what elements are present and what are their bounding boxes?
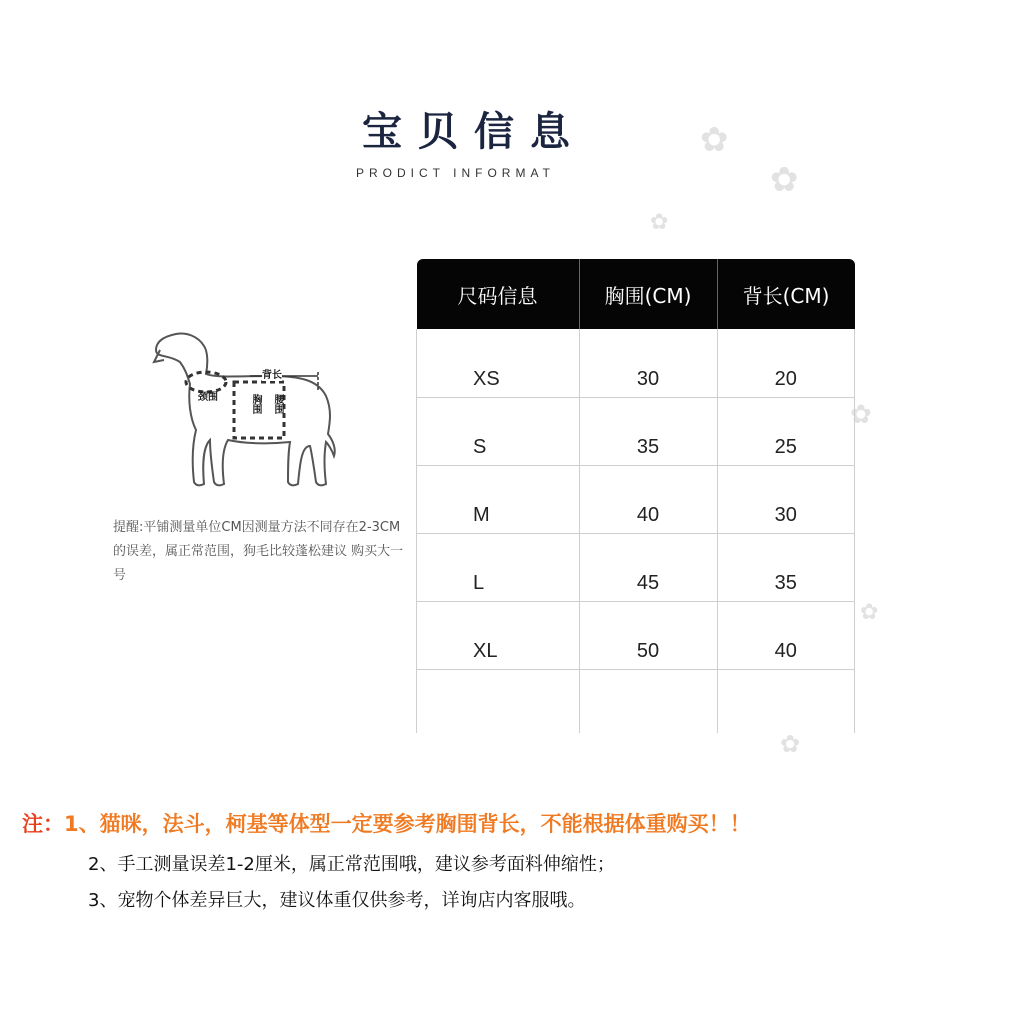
table-row <box>417 601 855 669</box>
notice-text-1: 1、猫咪，法斗，柯基等体型一定要参考胸围背长，不能根据体重购买！！ <box>64 812 751 836</box>
size-chart-table <box>416 259 855 733</box>
notice-lead: 注： <box>22 812 64 836</box>
chest-label: 胸围 <box>250 394 261 414</box>
paw-decoration-icon: ✿ <box>650 210 669 235</box>
paw-decoration-icon: ✿ <box>770 160 799 200</box>
page-subtitle: PRODICT INFORMAT <box>356 166 555 180</box>
notice-line-3: 3、宠物个体差异巨大，建议体重仅供参考，详询店内客服哦。 <box>88 890 586 911</box>
column-header: 背长(CM) <box>717 259 855 329</box>
chest-cell: 40 <box>579 465 717 533</box>
table-row <box>417 329 855 397</box>
table-row <box>417 397 855 465</box>
table-header-row <box>417 259 855 329</box>
dog-measurement-diagram <box>150 322 340 492</box>
size-cell: L <box>417 533 580 601</box>
paw-decoration-icon: ✿ <box>860 600 879 625</box>
empty-cell <box>579 669 717 733</box>
size-cell: XS <box>417 329 580 397</box>
empty-cell <box>717 669 855 733</box>
chest-cell: 30 <box>579 329 717 397</box>
empty-cell <box>417 669 580 733</box>
waist-label: 腰围 <box>272 394 283 414</box>
page-title: 宝贝信息 <box>362 109 586 155</box>
notice-line-2: 2、手工测量误差1-2厘米，属正常范围哦，建议参考面料伸缩性； <box>88 854 615 875</box>
back-cell: 30 <box>717 465 855 533</box>
size-cell: S <box>417 397 580 465</box>
measurement-note: 提醒:平铺测量单位CM因测量方法不同存在2-3CM的误差，属正常范围，狗毛比较蓬松建议 购买大一号 <box>113 520 404 583</box>
paw-decoration-icon: ✿ <box>780 730 801 758</box>
table-row <box>417 465 855 533</box>
column-header: 胸围(CM) <box>579 259 717 329</box>
paw-decoration-icon: ✿ <box>850 400 872 430</box>
neck-label: 颈围 <box>198 392 218 403</box>
notice-line-1 <box>22 808 751 838</box>
size-cell: XL <box>417 601 580 669</box>
back-cell: 25 <box>717 397 855 465</box>
chest-cell: 45 <box>579 533 717 601</box>
back-cell: 40 <box>717 601 855 669</box>
back-cell: 35 <box>717 533 855 601</box>
column-header: 尺码信息 <box>417 259 580 329</box>
back-cell: 20 <box>717 329 855 397</box>
back-length-label: 背长 <box>262 366 282 381</box>
dog-outline-icon <box>150 322 340 492</box>
chest-cell: 35 <box>579 397 717 465</box>
size-cell: M <box>417 465 580 533</box>
paw-decoration-icon: ✿ <box>700 120 729 160</box>
table-row <box>417 533 855 601</box>
chest-cell: 50 <box>579 601 717 669</box>
table-row-empty <box>417 669 855 733</box>
